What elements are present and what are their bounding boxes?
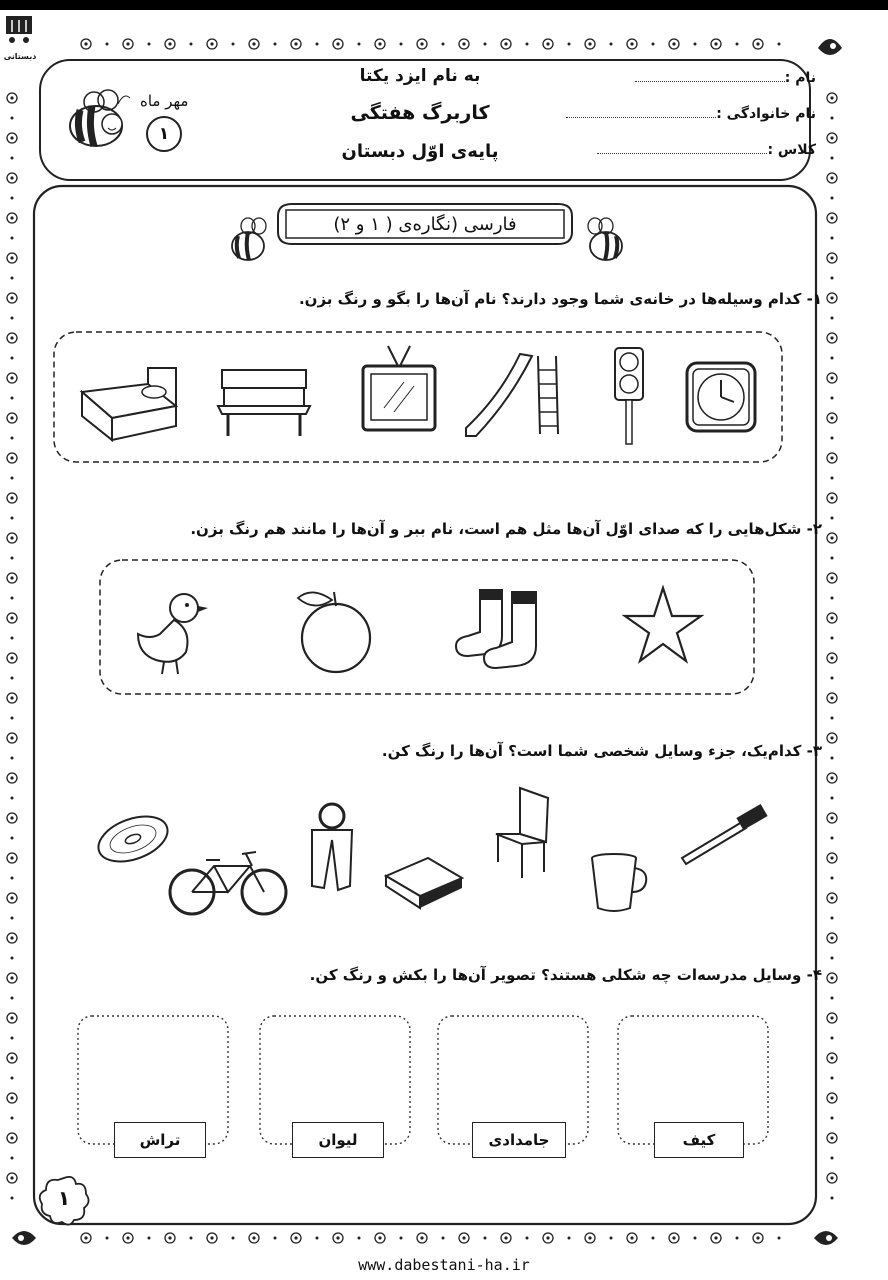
traffic-light-icon (606, 346, 652, 446)
bismillah: به نام ایزد یکتا (359, 66, 481, 86)
star-icon (622, 584, 704, 666)
week-number: ۱ (146, 116, 182, 152)
name-field (635, 70, 816, 86)
apple-icon (292, 586, 376, 674)
bench-icon (214, 366, 314, 440)
name-label: نام : (784, 70, 816, 86)
draw-box-label: جامدادی (472, 1122, 566, 1158)
page-number: ۱ (57, 1186, 71, 1210)
towel-icon (302, 800, 360, 892)
draw-box-label: تراش (114, 1122, 206, 1158)
subject-banner-text: فارسی (نگاره‌ی ( ۱ و ۲) (333, 214, 517, 235)
cup-icon (588, 852, 650, 914)
toothbrush-icon (676, 802, 772, 868)
bee-icon (580, 214, 628, 266)
question-2: ۲- شکل‌هایی را که صدای اوّل آن‌ها مثل هم است، نام ببر و آن‌ها را مانند هم رنگ بزن. (190, 520, 822, 538)
bed-icon (76, 362, 180, 448)
chair-icon (490, 782, 556, 882)
chick-icon (132, 590, 212, 678)
draw-box-label: کیف (654, 1122, 744, 1158)
question-1: ۱- کدام وسیله‌ها در خانه‌ی شما وجود دارند؟ نام آن‌ها را بگو و رنگ بزن. (298, 290, 822, 308)
cd-icon (94, 814, 172, 864)
family-field (566, 106, 816, 122)
month-label: مهر ماه (140, 92, 189, 110)
bee-icon (226, 214, 274, 266)
logo (2, 12, 38, 62)
logo-text: دبستانی (3, 52, 37, 61)
slide-icon (460, 350, 564, 442)
cart-icon (2, 12, 38, 48)
clock-icon (684, 360, 758, 434)
book-icon (382, 852, 466, 912)
bee-icon (66, 86, 136, 152)
family-label: نام خانوادگی : (716, 106, 816, 122)
tv-icon (360, 344, 438, 436)
question-4: ۴- وسایل مدرسه‌ات چه شکلی هستند؟ تصویر آن‌ها را بکش و رنگ کن. (309, 966, 822, 984)
footer-url[interactable]: www.dabestani-ha.ir (358, 1256, 530, 1274)
class-label: کلاس : (767, 142, 816, 158)
draw-box-label: لیوان (292, 1122, 384, 1158)
class-field (597, 142, 816, 158)
question-3: ۳- کدام‌یک، جزء وسایل شخصی شما است؟ آن‌ها را رنگ کن. (381, 742, 822, 760)
grade-title: پایه‌ی اوّل دبستان (341, 141, 499, 162)
worksheet-title: کاربرگ هفتگی (350, 102, 490, 124)
bicycle-icon (166, 846, 290, 918)
socks-icon (450, 586, 544, 672)
